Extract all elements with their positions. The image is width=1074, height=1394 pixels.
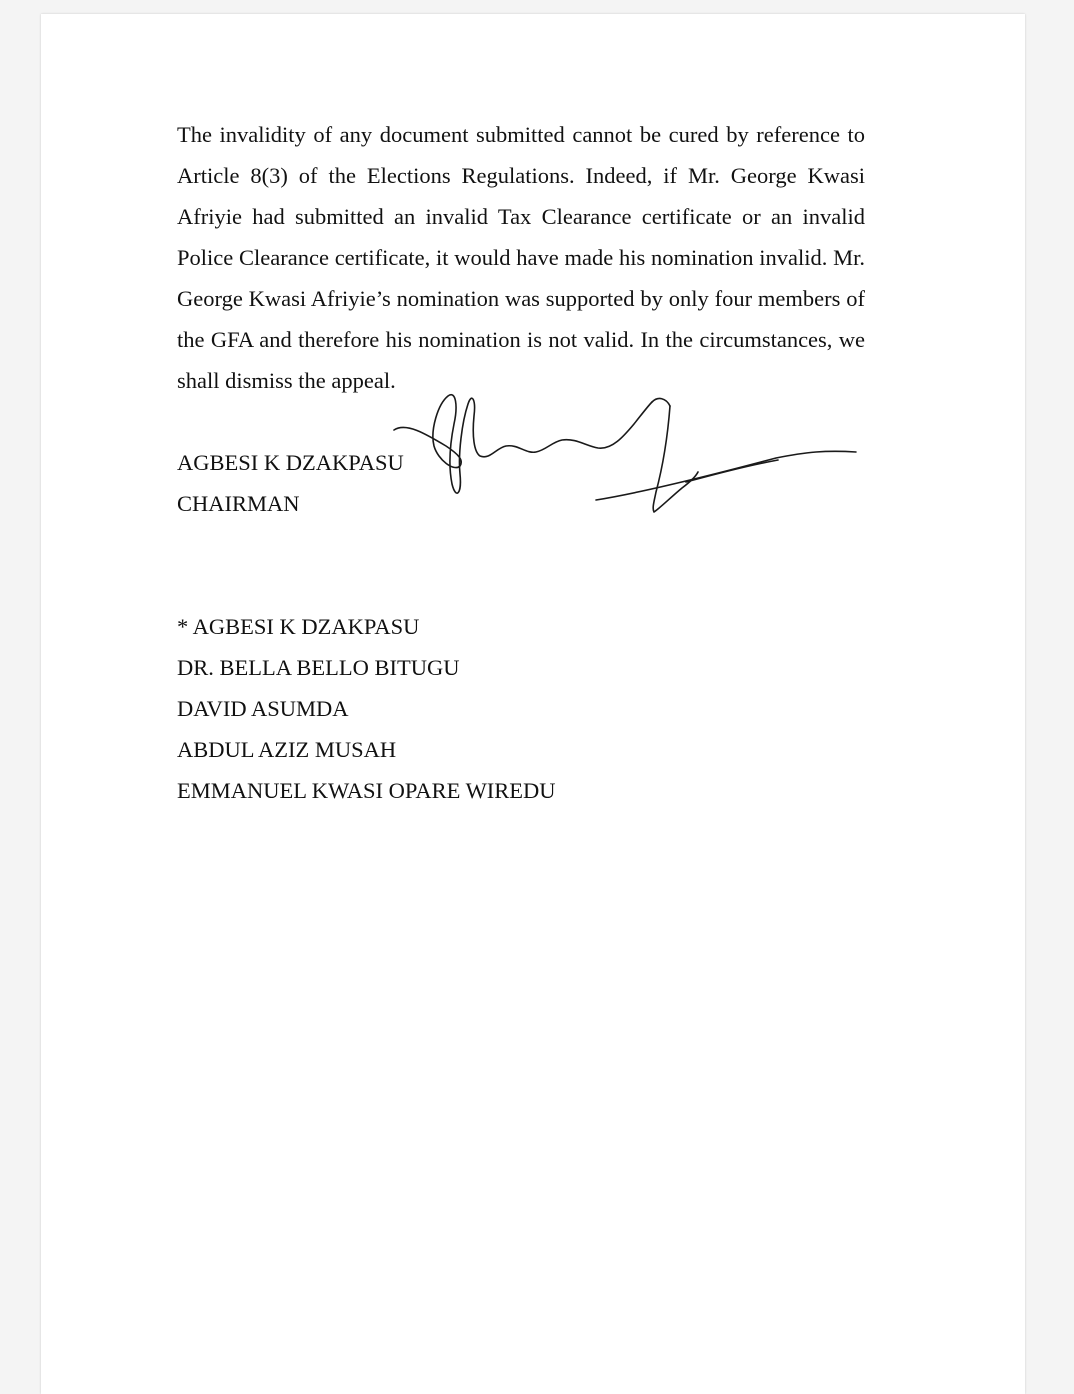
member-item: DAVID ASUMDA: [177, 696, 349, 721]
signatory-title: CHAIRMAN: [177, 491, 300, 516]
ruling-paragraph: The invalidity of any document submitted cannot be cured by reference to Article 8(3) of the Elections Regulations. Indeed, if Mr. George Kwasi Afriyie had submitted an invalid Tax Clearance certificate or an invalid Police Clearance certificate, it would have made his nomination invalid. Mr. George Kwasi Afriyie’s nomination was supported by only four members of the GFA and therefore his nomination is not valid. In the circumstances, we shall dismiss the appeal.: [177, 122, 865, 393]
committee-members-list: [177, 606, 556, 811]
handwritten-signature: [386, 382, 826, 517]
member-item: DR. BELLA BELLO BITUGU: [177, 655, 460, 680]
document-page: [41, 14, 1025, 1394]
signature-block: [177, 442, 404, 524]
member-item: ABDUL AZIZ MUSAH: [177, 737, 397, 762]
member-item: EMMANUEL KWASI OPARE WIREDU: [177, 778, 556, 803]
signatory-name: AGBESI K DZAKPASU: [177, 450, 404, 475]
member-item: * AGBESI K DZAKPASU: [177, 614, 420, 639]
